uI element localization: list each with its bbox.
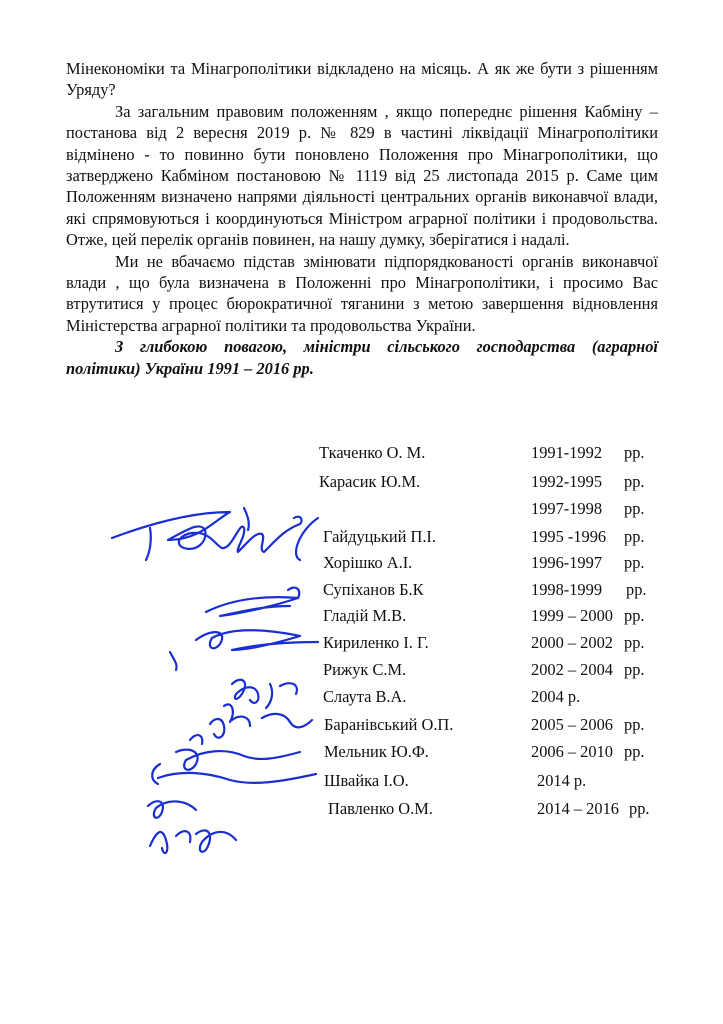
signatory-name: Швайка І.О. (324, 771, 409, 790)
signatory-years: 2004 р. (531, 687, 581, 706)
signatory-years: 2014 – 2016 (537, 799, 619, 818)
signatory-years: 1991-1992 (531, 443, 603, 462)
paragraph-continuation: Мінекономіки та Мінагрополітики відкладено на місяць. А як же бути з рішенням Уряду? (66, 59, 658, 100)
years-suffix: рр. (624, 606, 645, 625)
paragraph-request: Ми не вбачаємо підстав змінювати підпорядкованості органів виконавчої влади , що була визначена в Положенні про Мінагрополітики, і просимо Вас втрутитися у процес бюрократичної тяганини з метою завершення відновлення Міністерства аграрної політики та продовольства України. (66, 251, 658, 335)
signatory-name: Кириленко І. Г. (323, 633, 429, 652)
signatory-name: Павленко О.М. (328, 799, 433, 818)
years-suffix: рр. (624, 553, 645, 572)
signatory-name: Рижук С.М. (323, 660, 407, 679)
signatory-name: Слаута В.А. (323, 687, 407, 706)
signatory-name: Гайдуцький П.І. (323, 527, 436, 546)
years-suffix: рр. (626, 580, 647, 599)
years-suffix: рр. (624, 527, 645, 546)
signatory-name: Ткаченко О. М. (319, 443, 426, 462)
years-suffix: рр. (624, 660, 645, 679)
signatory-years: 1995 -1996 (531, 527, 607, 546)
years-suffix: рр. (624, 715, 645, 734)
paragraph-legal-position: За загальним правовим положенням , якщо попереднє рішення Кабміну – постанова від 2 вересня 2019 р. № 829 в частині ліквідації Мінагрополітики відмінено - то повинно бути поновлено Положення про Мінагрополітики, що затверджено Кабміном постановою № 1119 від 25 листопада 2015 р. Саме цим Положенням визначено напрями діяльності центральних органів виконавчої влади, які спрямовуються і координуються Міністром аграрної політики і продовольства. Отже, цей перелік органів повинен, на нашу думку, зберігатися і надалі. (66, 101, 658, 250)
signatory-name: Супіханов Б.К (323, 580, 424, 599)
years-suffix: рр. (624, 472, 645, 491)
signatory-years: 2005 – 2006 (531, 715, 613, 734)
years-suffix: рр. (629, 799, 650, 818)
signatory-name: Хорішко А.І. (323, 553, 413, 572)
signatory-years: 2014 р. (537, 771, 587, 790)
signatory-years: 1992-1995 (531, 472, 603, 491)
years-suffix: рр. (624, 633, 645, 652)
years-suffix: рр. (624, 742, 645, 761)
years-suffix: рр. (624, 443, 645, 462)
signatory-years: 1996-1997 (531, 553, 603, 572)
signatory-years: 2002 – 2004 (531, 660, 613, 679)
signatory-years: 1997-1998 (531, 499, 603, 518)
years-suffix: рр. (624, 499, 645, 518)
signatory-years: 1998-1999 (531, 580, 603, 599)
signatory-years: 1999 – 2000 (531, 606, 613, 625)
signatory-years: 2000 – 2002 (531, 633, 613, 652)
signatory-name: Баранівський О.П. (324, 715, 454, 734)
signatory-years: 2006 – 2010 (531, 742, 613, 761)
signatory-name: Гладій М.В. (323, 606, 407, 625)
closing-salutation: З глибокою повагою, міністри сільського господарства (аграрної політики) України 1991 – 2016 рр. (66, 337, 658, 378)
signatory-name: Мельник Ю.Ф. (324, 742, 429, 761)
signatory-name: Карасик Ю.М. (319, 472, 421, 491)
